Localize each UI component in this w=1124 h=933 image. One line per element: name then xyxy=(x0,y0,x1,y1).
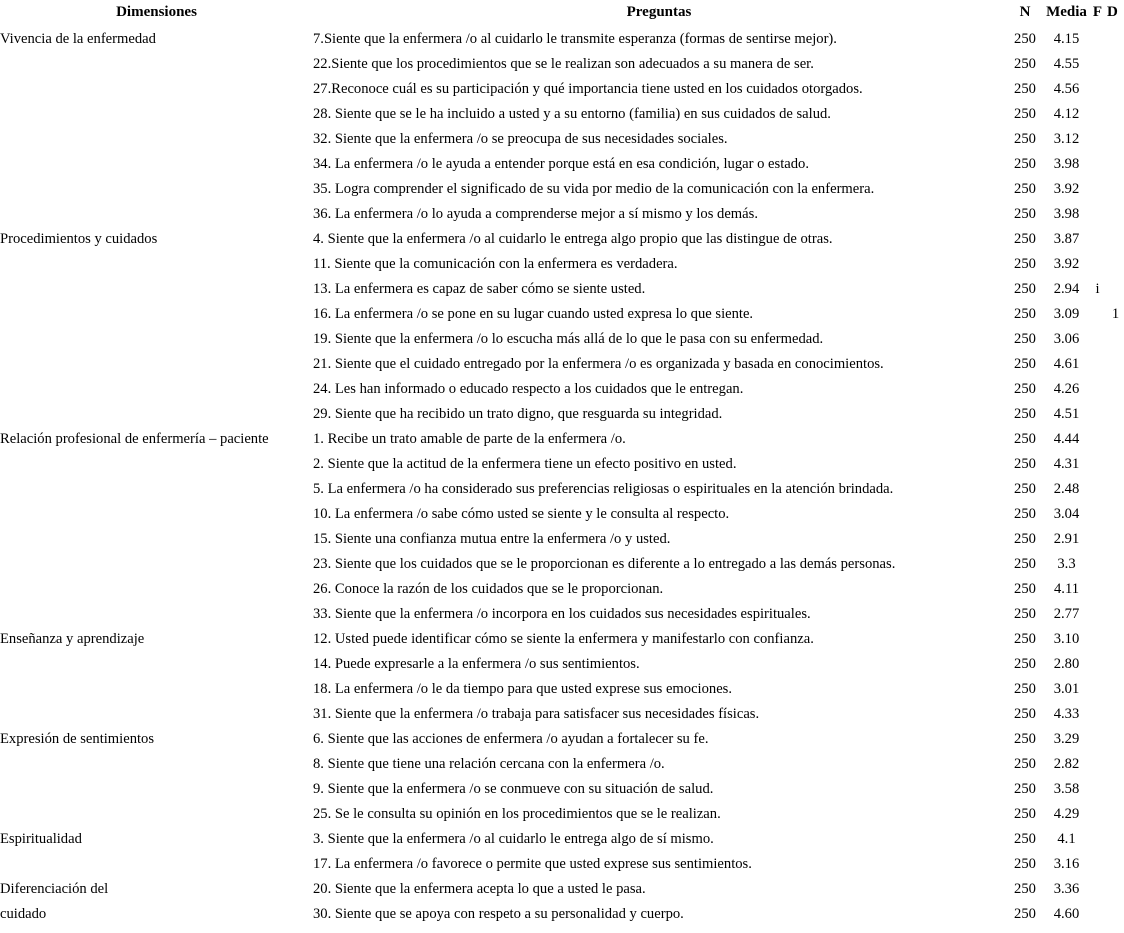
f-value xyxy=(1088,252,1107,277)
d-value xyxy=(1107,877,1124,902)
f-value xyxy=(1088,352,1107,377)
d-value xyxy=(1107,702,1124,727)
d-value xyxy=(1107,327,1124,352)
f-value xyxy=(1088,527,1107,552)
n-value: 250 xyxy=(1014,831,1036,847)
media-value: 3.16 xyxy=(1053,856,1080,872)
table-row xyxy=(0,127,1124,152)
n-value: 250 xyxy=(1014,856,1036,872)
f-value xyxy=(1088,477,1107,502)
f-value xyxy=(1088,577,1107,602)
f-value xyxy=(1088,27,1107,52)
question-text: 34. La enfermera /o le ayuda a entender porque está en esa condición, lugar o estado. xyxy=(313,156,809,172)
table-row xyxy=(0,852,1124,877)
n-value: 250 xyxy=(1014,31,1036,47)
table-row xyxy=(0,427,1124,452)
question-text: 25. Se le consulta su opinión en los procedimientos que se le realizan. xyxy=(313,806,721,822)
f-value xyxy=(1088,452,1107,477)
f-value xyxy=(1088,602,1107,627)
n-value: 250 xyxy=(1014,381,1036,397)
media-value: 4.1 xyxy=(1057,831,1076,847)
question-text: 5. La enfermera /o ha considerado sus preferencias religiosas o espirituales en la atención brindada. xyxy=(313,481,894,497)
question-text: 22.Siente que los procedimientos que se le realizan son adecuados a su manera de ser. xyxy=(313,56,814,72)
f-value xyxy=(1088,152,1107,177)
media-value: 3.92 xyxy=(1053,181,1080,197)
table-row xyxy=(0,677,1124,702)
n-value: 250 xyxy=(1014,106,1036,122)
question-text: 26. Conoce la razón de los cuidados que se le proporcionan. xyxy=(313,581,664,597)
f-value xyxy=(1088,777,1107,802)
n-value: 250 xyxy=(1014,806,1036,822)
dimension-label: Procedimientos y cuidados xyxy=(0,231,158,247)
dimension-label xyxy=(0,527,313,552)
n-value: 250 xyxy=(1014,156,1036,172)
dimension-label xyxy=(0,277,313,302)
media-value: 4.51 xyxy=(1053,406,1080,422)
media-value: 3.36 xyxy=(1053,881,1080,897)
n-value: 250 xyxy=(1014,731,1036,747)
dimension-label xyxy=(0,202,313,227)
column-header-dimensiones: Dimensiones xyxy=(116,4,197,20)
f-value: i xyxy=(1095,281,1100,297)
question-text: 13. La enfermera es capaz de saber cómo se siente usted. xyxy=(313,281,646,297)
table-row xyxy=(0,152,1124,177)
dimension-label xyxy=(0,127,313,152)
table-row xyxy=(0,827,1124,852)
table-row xyxy=(0,552,1124,577)
media-value: 4.55 xyxy=(1053,56,1080,72)
f-value xyxy=(1088,52,1107,77)
n-value: 250 xyxy=(1014,531,1036,547)
question-text: 19. Siente que la enfermera /o lo escucha más allá de lo que le pasa con su enfermedad. xyxy=(313,331,824,347)
question-text: 24. Les han informado o educado respecto a los cuidados que le entregan. xyxy=(313,381,744,397)
column-header-f: F xyxy=(1092,4,1103,20)
question-text: 16. La enfermera /o se pone en su lugar cuando usted expresa lo que siente. xyxy=(313,306,754,322)
n-value: 250 xyxy=(1014,456,1036,472)
media-value: 2.91 xyxy=(1053,531,1080,547)
question-text: 7.Siente que la enfermera /o al cuidarlo le transmite esperanza (formas de sentirse mejor). xyxy=(313,31,837,47)
media-value: 3.58 xyxy=(1053,781,1080,797)
question-text: 30. Siente que se apoya con respeto a su personalidad y cuerpo. xyxy=(313,906,684,922)
d-value xyxy=(1107,352,1124,377)
table-row xyxy=(0,27,1124,52)
d-value: 1 xyxy=(1111,306,1120,322)
table-row xyxy=(0,202,1124,227)
f-value xyxy=(1088,677,1107,702)
dimension-label xyxy=(0,577,313,602)
f-value xyxy=(1088,302,1107,327)
table-row xyxy=(0,252,1124,277)
table-row xyxy=(0,402,1124,427)
question-text: 29. Siente que ha recibido un trato digno, que resguarda su integridad. xyxy=(313,406,723,422)
n-value: 250 xyxy=(1014,356,1036,372)
media-value: 3.04 xyxy=(1053,506,1080,522)
d-value xyxy=(1107,152,1124,177)
dimension-label: Diferenciación del xyxy=(0,881,109,897)
dimension-label xyxy=(0,677,313,702)
media-value: 4.31 xyxy=(1053,456,1080,472)
media-value: 2.77 xyxy=(1053,606,1080,622)
d-value xyxy=(1107,652,1124,677)
table-row xyxy=(0,77,1124,102)
table-row xyxy=(0,752,1124,777)
n-value: 250 xyxy=(1014,206,1036,222)
d-value xyxy=(1107,527,1124,552)
media-value: 2.82 xyxy=(1053,756,1080,772)
media-value: 4.56 xyxy=(1053,81,1080,97)
d-value xyxy=(1107,502,1124,527)
question-text: 35. Logra comprender el significado de su vida por medio de la comunicación con la enfermera. xyxy=(313,181,875,197)
d-value xyxy=(1107,102,1124,127)
media-value: 2.80 xyxy=(1053,656,1080,672)
media-value: 4.15 xyxy=(1053,31,1080,47)
column-header-d: D xyxy=(1107,4,1118,20)
d-value xyxy=(1107,777,1124,802)
table-row xyxy=(0,477,1124,502)
dimension-label: Vivencia de la enfermedad xyxy=(0,31,156,47)
n-value: 250 xyxy=(1014,256,1036,272)
n-value: 250 xyxy=(1014,506,1036,522)
question-text: 1. Recibe un trato amable de parte de la enfermera /o. xyxy=(313,431,626,447)
media-value: 3.3 xyxy=(1057,556,1076,572)
d-value xyxy=(1107,477,1124,502)
table-row xyxy=(0,577,1124,602)
table-row xyxy=(0,877,1124,902)
f-value xyxy=(1088,552,1107,577)
n-value: 250 xyxy=(1014,706,1036,722)
question-text: 6. Siente que las acciones de enfermera /o ayudan a fortalecer su fe. xyxy=(313,731,709,747)
question-text: 11. Siente que la comunicación con la enfermera es verdadera. xyxy=(313,256,678,272)
n-value: 250 xyxy=(1014,406,1036,422)
media-value: 4.12 xyxy=(1053,106,1080,122)
question-text: 23. Siente que los cuidados que se le proporcionan es diferente a lo entregado a las demás personas. xyxy=(313,556,896,572)
d-value xyxy=(1107,227,1124,252)
n-value: 250 xyxy=(1014,881,1036,897)
table-row xyxy=(0,452,1124,477)
d-value xyxy=(1107,627,1124,652)
f-value xyxy=(1088,502,1107,527)
media-value: 3.10 xyxy=(1053,631,1080,647)
table-body xyxy=(0,27,1124,927)
table-row xyxy=(0,777,1124,802)
d-value xyxy=(1107,577,1124,602)
dimension-label xyxy=(0,152,313,177)
f-value xyxy=(1088,327,1107,352)
dimension-label xyxy=(0,477,313,502)
n-value: 250 xyxy=(1014,231,1036,247)
d-value xyxy=(1107,427,1124,452)
d-value xyxy=(1107,27,1124,52)
table-row xyxy=(0,102,1124,127)
media-value: 4.60 xyxy=(1053,906,1080,922)
question-text: 2. Siente que la actitud de la enfermera tiene un efecto positivo en usted. xyxy=(313,456,737,472)
d-value xyxy=(1107,52,1124,77)
f-value xyxy=(1088,627,1107,652)
f-value xyxy=(1088,77,1107,102)
dimension-label xyxy=(0,302,313,327)
dimension-label xyxy=(0,352,313,377)
column-header-media: Media xyxy=(1046,4,1087,20)
f-value xyxy=(1088,377,1107,402)
media-value: 2.94 xyxy=(1053,281,1080,297)
table-row xyxy=(0,377,1124,402)
table-row xyxy=(0,352,1124,377)
question-text: 31. Siente que la enfermera /o trabaja para satisfacer sus necesidades físicas. xyxy=(313,706,760,722)
media-value: 3.92 xyxy=(1053,256,1080,272)
n-value: 250 xyxy=(1014,781,1036,797)
f-value xyxy=(1088,702,1107,727)
table-row xyxy=(0,602,1124,627)
n-value: 250 xyxy=(1014,581,1036,597)
table-row xyxy=(0,802,1124,827)
n-value: 250 xyxy=(1014,181,1036,197)
table-row xyxy=(0,177,1124,202)
d-value xyxy=(1107,377,1124,402)
dimension-label xyxy=(0,752,313,777)
dimension-label xyxy=(0,77,313,102)
dimension-label xyxy=(0,502,313,527)
d-value xyxy=(1107,277,1124,302)
dimension-label xyxy=(0,177,313,202)
question-text: 27.Reconoce cuál es su participación y qué importancia tiene usted en los cuidados otorgados. xyxy=(313,81,863,97)
question-text: 12. Usted puede identificar cómo se siente la enfermera y manifestarlo con confianza. xyxy=(313,631,814,647)
n-value: 250 xyxy=(1014,906,1036,922)
f-value xyxy=(1088,827,1107,852)
d-value xyxy=(1107,402,1124,427)
d-value xyxy=(1107,677,1124,702)
dimension-label xyxy=(0,52,313,77)
d-value xyxy=(1107,77,1124,102)
table-row xyxy=(0,702,1124,727)
media-value: 3.98 xyxy=(1053,206,1080,222)
n-value: 250 xyxy=(1014,556,1036,572)
table-row xyxy=(0,727,1124,752)
question-text: 33. Siente que la enfermera /o incorpora en los cuidados sus necesidades espirituales. xyxy=(313,606,811,622)
question-text: 20. Siente que la enfermera acepta lo que a usted le pasa. xyxy=(313,881,646,897)
question-text: 8. Siente que tiene una relación cercana con la enfermera /o. xyxy=(313,756,665,772)
d-value xyxy=(1107,202,1124,227)
media-value: 4.26 xyxy=(1053,381,1080,397)
f-value xyxy=(1088,102,1107,127)
table-row xyxy=(0,302,1124,327)
f-value xyxy=(1088,202,1107,227)
media-value: 4.29 xyxy=(1053,806,1080,822)
media-value: 3.06 xyxy=(1053,331,1080,347)
question-text: 9. Siente que la enfermera /o se conmueve con su situación de salud. xyxy=(313,781,714,797)
dimension-label xyxy=(0,377,313,402)
question-text: 4. Siente que la enfermera /o al cuidarlo le entrega algo propio que las distingue de otras. xyxy=(313,231,833,247)
dimension-label xyxy=(0,652,313,677)
n-value: 250 xyxy=(1014,481,1036,497)
question-text: 17. La enfermera /o favorece o permite que usted exprese sus sentimientos. xyxy=(313,856,752,872)
f-value xyxy=(1088,402,1107,427)
table-row xyxy=(0,527,1124,552)
d-value xyxy=(1107,852,1124,877)
f-value xyxy=(1088,127,1107,152)
d-value xyxy=(1107,827,1124,852)
d-value xyxy=(1107,552,1124,577)
n-value: 250 xyxy=(1014,681,1036,697)
table-row xyxy=(0,52,1124,77)
dimension-label xyxy=(0,852,313,877)
table-row xyxy=(0,627,1124,652)
d-value xyxy=(1107,177,1124,202)
dimension-label: Expresión de sentimientos xyxy=(0,731,155,747)
f-value xyxy=(1088,802,1107,827)
d-value xyxy=(1107,727,1124,752)
dimension-label xyxy=(0,102,313,127)
n-value: 250 xyxy=(1014,606,1036,622)
question-text: 3. Siente que la enfermera /o al cuidarlo le entrega algo de sí mismo. xyxy=(313,831,714,847)
question-text: 14. Puede expresarle a la enfermera /o sus sentimientos. xyxy=(313,656,640,672)
table-row xyxy=(0,227,1124,252)
f-value xyxy=(1088,652,1107,677)
f-value xyxy=(1088,177,1107,202)
f-value xyxy=(1088,427,1107,452)
n-value: 250 xyxy=(1014,631,1036,647)
f-value xyxy=(1088,727,1107,752)
dimension-label: Relación profesional de enfermería – paciente xyxy=(0,431,269,447)
n-value: 250 xyxy=(1014,756,1036,772)
dimension-label xyxy=(0,452,313,477)
media-value: 2.48 xyxy=(1053,481,1080,497)
table-row xyxy=(0,327,1124,352)
question-text: 15. Siente una confianza mutua entre la enfermera /o y usted. xyxy=(313,531,671,547)
f-value xyxy=(1088,227,1107,252)
column-header-preguntas: Preguntas xyxy=(626,4,692,20)
d-value xyxy=(1107,902,1124,927)
n-value: 250 xyxy=(1014,131,1036,147)
media-value: 3.87 xyxy=(1053,231,1080,247)
media-value: 3.09 xyxy=(1053,306,1080,322)
media-value: 3.12 xyxy=(1053,131,1080,147)
f-value xyxy=(1088,852,1107,877)
media-value: 3.01 xyxy=(1053,681,1080,697)
dimension-label xyxy=(0,802,313,827)
question-text: 28. Siente que se le ha incluido a usted y a su entorno (familia) en sus cuidados de salud. xyxy=(313,106,831,122)
n-value: 250 xyxy=(1014,81,1036,97)
dimension-label xyxy=(0,252,313,277)
question-text: 18. La enfermera /o le da tiempo para que usted exprese sus emociones. xyxy=(313,681,733,697)
dimension-label xyxy=(0,402,313,427)
media-value: 3.98 xyxy=(1053,156,1080,172)
table-row xyxy=(0,277,1124,302)
table-row xyxy=(0,502,1124,527)
d-value xyxy=(1107,752,1124,777)
d-value xyxy=(1107,602,1124,627)
dimension-label: cuidado xyxy=(0,906,47,922)
media-value: 4.44 xyxy=(1053,431,1080,447)
d-value xyxy=(1107,802,1124,827)
dimension-label xyxy=(0,602,313,627)
table-header xyxy=(0,0,1124,27)
dimension-label: Espiritualidad xyxy=(0,831,82,847)
dimension-label xyxy=(0,777,313,802)
question-text: 36. La enfermera /o lo ayuda a comprenderse mejor a sí mismo y los demás. xyxy=(313,206,758,222)
n-value: 250 xyxy=(1014,306,1036,322)
question-text: 32. Siente que la enfermera /o se preocupa de sus necesidades sociales. xyxy=(313,131,728,147)
dimension-label xyxy=(0,702,313,727)
question-text: 10. La enfermera /o sabe cómo usted se siente y le consulta al respecto. xyxy=(313,506,730,522)
column-header-n: N xyxy=(1019,4,1031,20)
dimension-label xyxy=(0,552,313,577)
f-value xyxy=(1088,877,1107,902)
table-row xyxy=(0,902,1124,927)
dimension-label: Enseñanza y aprendizaje xyxy=(0,631,145,647)
table-row xyxy=(0,652,1124,677)
n-value: 250 xyxy=(1014,431,1036,447)
header-row xyxy=(0,0,1124,27)
media-value: 4.11 xyxy=(1054,581,1079,597)
d-value xyxy=(1107,252,1124,277)
d-value xyxy=(1107,452,1124,477)
d-value xyxy=(1107,127,1124,152)
n-value: 250 xyxy=(1014,331,1036,347)
n-value: 250 xyxy=(1014,656,1036,672)
f-value xyxy=(1088,902,1107,927)
media-value: 4.33 xyxy=(1053,706,1080,722)
n-value: 250 xyxy=(1014,281,1036,297)
question-text: 21. Siente que el cuidado entregado por la enfermera /o es organizada y basada en conocimientos. xyxy=(313,356,884,372)
f-value xyxy=(1088,752,1107,777)
dimension-label xyxy=(0,327,313,352)
n-value: 250 xyxy=(1014,56,1036,72)
media-value: 4.61 xyxy=(1053,356,1080,372)
media-value: 3.29 xyxy=(1053,731,1080,747)
